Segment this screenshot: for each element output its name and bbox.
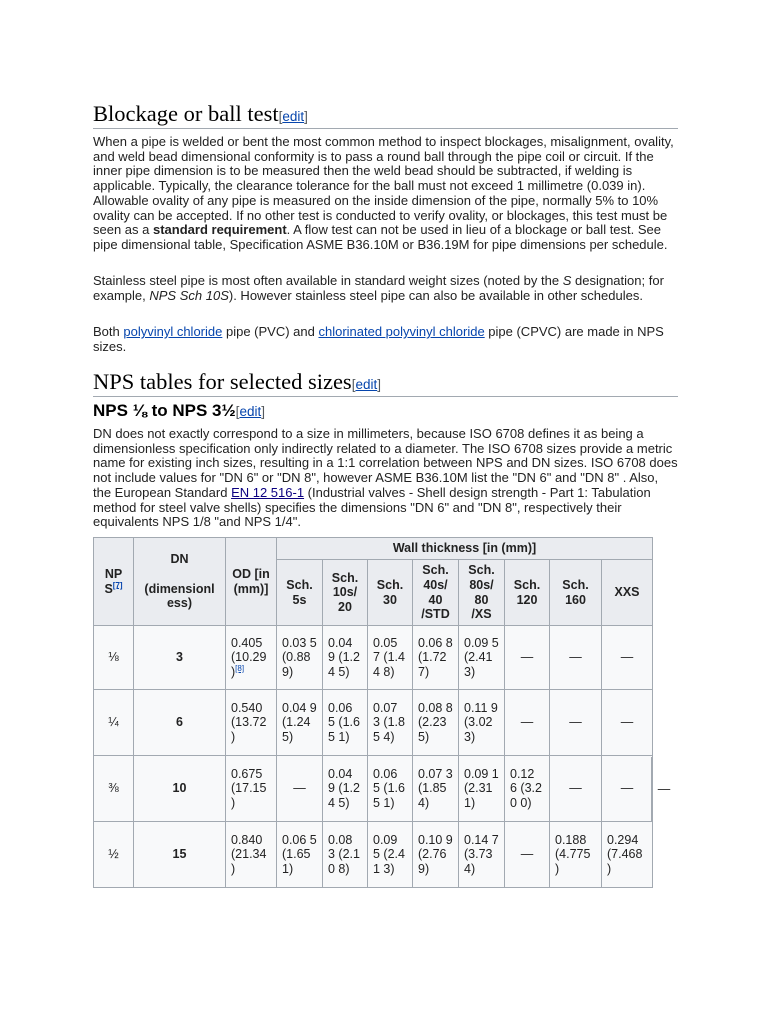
cell-thickness: 0.04 9 (1.24 5) bbox=[323, 626, 368, 690]
edit-link[interactable]: edit bbox=[239, 404, 262, 419]
header-schedule: Sch. 30 bbox=[368, 560, 413, 626]
paragraph-text: . A flow test can not be used in lieu of a blockage or ball test. See pipe dimensional table, Specification ASME B36.10M or B36.19M for pipe dimensions per schedule. bbox=[93, 222, 668, 252]
table-row bbox=[94, 690, 653, 756]
paragraph-text: Both bbox=[93, 324, 124, 339]
header-sublabel: (dimensionl ess) bbox=[144, 581, 215, 611]
cell-dn: 15 bbox=[134, 822, 226, 888]
table-row bbox=[94, 626, 653, 690]
header-od: OD [in (mm)] bbox=[226, 538, 277, 626]
table-row bbox=[94, 822, 653, 888]
cell-od: 0.840 (21.34 ) bbox=[226, 822, 277, 888]
header-schedule: Sch. 40s/ 40 /STD bbox=[413, 560, 459, 626]
cell-thickness: 0.12 6 (3.20 0) bbox=[505, 756, 550, 822]
paragraph-pvc bbox=[93, 325, 678, 354]
cell-thickness: 0.08 8 (2.23 5) bbox=[413, 690, 459, 756]
cell-thickness: 0.08 3 (2.10 8) bbox=[323, 822, 368, 888]
paragraph-text: designation; for example, bbox=[93, 273, 664, 303]
link-polyvinyl-chloride[interactable]: polyvinyl chloride bbox=[123, 324, 223, 339]
section-title: NPS tables for selected sizes bbox=[93, 369, 352, 394]
cell-thickness: — bbox=[550, 690, 602, 756]
paragraph-dn-explanation bbox=[93, 427, 678, 530]
edit-link[interactable]: edit bbox=[282, 109, 305, 124]
paragraph-text: (Industrial valves - Shell design strength - Part 1: Tabulation method for steel valve shells) specifies the dimensions "DN 6" and "DN 8", respectively their equivalents NPS 1/8 "and NPS 1/4". bbox=[93, 484, 651, 530]
edit-section-wrapper: [edit] bbox=[351, 377, 381, 392]
overflow-cell: — bbox=[651, 757, 676, 821]
cell-thickness: 0.06 5 (1.65 1) bbox=[277, 822, 323, 888]
cell-nps: ¼ bbox=[94, 690, 134, 756]
heading-divider bbox=[93, 396, 678, 397]
cell-dn: 10 bbox=[134, 756, 226, 822]
cell-thickness: — bbox=[505, 690, 550, 756]
header-label: NP S bbox=[104, 566, 123, 596]
paragraph-ball-test bbox=[93, 135, 678, 253]
cell-thickness: 0.07 3 (1.85 4) bbox=[413, 756, 459, 822]
cell-thickness: 0.06 8 (1.72 7) bbox=[413, 626, 459, 690]
italic-text: NPS Sch 10S bbox=[149, 287, 229, 303]
cell-nps: ⅜ bbox=[94, 756, 134, 822]
od-value: 0.405 (10.29 ) bbox=[231, 635, 267, 679]
header-dn bbox=[134, 538, 226, 626]
cell-od bbox=[226, 626, 277, 690]
cell-thickness: 0.04 9 (1.24 5) bbox=[323, 756, 368, 822]
link-en-12516-1[interactable]: EN 12 516-1 bbox=[231, 484, 305, 500]
cell-thickness: 0.06 5 (1.65 1) bbox=[323, 690, 368, 756]
link-chlorinated-polyvinyl-chloride[interactable]: chlorinated polyvinyl chloride bbox=[318, 324, 485, 339]
cell-thickness: — bbox=[505, 822, 550, 888]
cell-thickness: 0.14 7 (3.73 4) bbox=[459, 822, 505, 888]
paragraph-text: pipe (PVC) and bbox=[222, 324, 319, 339]
header-schedule: Sch. 120 bbox=[505, 560, 550, 626]
edit-section-wrapper: [edit] bbox=[235, 404, 265, 419]
header-schedule: Sch. 160 bbox=[550, 560, 602, 626]
cell-thickness: — bbox=[602, 690, 653, 756]
table-row bbox=[94, 756, 653, 822]
paragraph-text: Stainless steel pipe is most often available in standard weight sizes (noted by the bbox=[93, 273, 563, 288]
header-schedule: Sch. 80s/ 80 /XS bbox=[459, 560, 505, 626]
edit-link[interactable]: edit bbox=[355, 377, 378, 392]
cell-thickness: 0.05 7 (1.44 8) bbox=[368, 626, 413, 690]
cell-dn: 6 bbox=[134, 690, 226, 756]
paragraph-text: When a pipe is welded or bent the most common method to inspect blockages, misalignment, ovality, and weld bead dimensional conformity is to pass a round ball through the pipe coil or circuit. If the inner pipe dimension is to be measured then the weld bead should be subtracted, if welding is applicable. Typically, the clearance tolerance for the ball must not exceed 1 millimetre (0.039 in). Allowable ovality of any pipe is measured on the inside dimension of the pipe, normally 5% to 10% ovality can be accepted. If no other test is conducted to verify ovality, or blockages, this test must be seen as a bbox=[93, 134, 674, 238]
cell-thickness: — bbox=[602, 626, 653, 690]
paragraph-text: DN does not exactly correspond to a size in millimeters, because ISO 6708 defines it as being a dimensionless specification only indirectly related to a diameter. The ISO 6708 sizes provide a metric name for existing inch sizes, resulting in a 1:1 correlation between NPS and DN sizes. ISO 6708 does not include values for "DN 6" or "DN 8", however ASME B36.10M list the "DN 6" and "DN 8" . Also, the European Standard bbox=[93, 426, 678, 500]
edit-section-wrapper: [edit] bbox=[278, 109, 308, 124]
reference-link[interactable]: [8] bbox=[235, 663, 245, 673]
italic-text: S bbox=[562, 273, 572, 288]
cell-thickness: 0.03 5 (0.88 9) bbox=[277, 626, 323, 690]
reference-link[interactable]: [7] bbox=[112, 580, 123, 590]
cell-thickness: 0.188 (4.775 ) bbox=[550, 822, 602, 888]
heading-divider bbox=[93, 128, 678, 129]
header-schedule: XXS bbox=[602, 560, 653, 626]
paragraph-stainless bbox=[93, 274, 678, 303]
cell-thickness: 0.10 9 (2.76 9) bbox=[413, 822, 459, 888]
cell-od: 0.675 (17.15 ) bbox=[226, 756, 277, 822]
cell-thickness: 0.04 9 (1.24 5) bbox=[277, 690, 323, 756]
cell-thickness: 0.09 1 (2.31 1) bbox=[459, 756, 505, 822]
paragraph-text: ). However stainless steel pipe can also be available in other schedules. bbox=[228, 287, 643, 303]
cell-od: 0.540 (13.72 ) bbox=[226, 690, 277, 756]
cell-thickness: — bbox=[505, 626, 550, 690]
nps-dimensions-table bbox=[93, 537, 653, 888]
bold-text: standard requirement bbox=[153, 222, 287, 238]
subsection-title: NPS ⅛ to NPS 3½ bbox=[93, 401, 236, 420]
cell-thickness: — bbox=[602, 756, 653, 822]
header-nps bbox=[94, 538, 134, 626]
cell-thickness: 0.09 5 (2.41 3) bbox=[459, 626, 505, 690]
cell-dn: 3 bbox=[134, 626, 226, 690]
cell-thickness: — bbox=[277, 756, 323, 822]
header-wall-thickness: Wall thickness [in (mm)] bbox=[277, 538, 653, 560]
paragraph-text: pipe (CPVC) are made in NPS sizes. bbox=[93, 324, 664, 354]
cell-thickness: 0.06 5 (1.65 1) bbox=[368, 756, 413, 822]
header-schedule: Sch. 10s/ 20 bbox=[323, 560, 368, 626]
cell-thickness: 0.09 5 (2.41 3) bbox=[368, 822, 413, 888]
section-heading-nps-tables bbox=[93, 369, 381, 395]
header-schedule: Sch. 5s bbox=[277, 560, 323, 626]
header-label: DN bbox=[170, 552, 189, 567]
cell-thickness: — bbox=[550, 756, 602, 822]
cell-thickness: 0.11 9 (3.02 3) bbox=[459, 690, 505, 756]
cell-nps: ½ bbox=[94, 822, 134, 888]
section-heading-blockage bbox=[93, 101, 308, 127]
cell-thickness: 0.07 3 (1.85 4) bbox=[368, 690, 413, 756]
section-title: Blockage or ball test bbox=[93, 101, 279, 126]
subsection-heading-nps-range bbox=[93, 401, 265, 421]
cell-thickness: 0.294 (7.468 ) bbox=[602, 822, 653, 888]
cell-nps: ⅛ bbox=[94, 626, 134, 690]
table-header-row bbox=[94, 538, 653, 560]
cell-thickness: — bbox=[550, 626, 602, 690]
